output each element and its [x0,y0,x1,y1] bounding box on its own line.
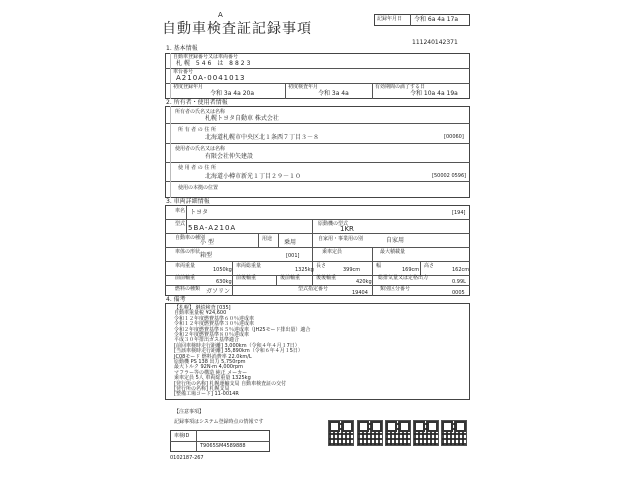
vin-value: A210A-0041013 [176,74,246,82]
type-number-label: 型式指定番号 [298,286,329,292]
user-name: 有限会社仲矢建設 [205,153,254,160]
user-address-label: 使 用 者 の 住 所 [178,165,216,171]
kind-value: 小 型 [200,239,214,246]
remark-line: マフラー等の構造 純正 メーカー [174,369,248,376]
vehicle-id-label: 車検ID [174,433,190,439]
remark-line: 令和１２年度燃費基準３０％達成車 [174,321,255,328]
reg-number: 札幌 546 は 8823 [176,60,253,67]
rear-rear-axle-label: 後後軸重 [316,275,337,281]
width-label: 幅 [376,263,382,269]
remark-line: 最大トルク 92N·m 4,000rpm [174,364,244,371]
category-number-label: 類別区分番号 [380,286,411,292]
gross-label: 車両総重量 [236,263,262,269]
use-value: 乗用 [284,239,297,246]
qr-code-4 [413,420,439,446]
remark-line: [前回車検時走行距離] 3,000km（令和４年４月１7日） [174,342,300,349]
gross-value: 1325kg [295,267,314,273]
remark-line: 原動機 PS 138 出力 5,750rpm [174,359,246,365]
remark-line: 【札幌】 継続検査 [035] [174,305,231,311]
notice-text: 記録事項はシステム登録時点の情報です [174,419,264,425]
category-number-value: 0005 [452,290,465,296]
owner-name-label: 所有者の氏名又は名称 [175,109,226,115]
user-address: 北海道小樽市新光１丁目２９－１０ [205,173,302,180]
make-value: トヨタ [190,209,209,216]
length-label: 長さ [316,263,327,269]
type-number-value: 19404 [352,290,368,296]
displacement-label: 総排気量又は定格出力 [378,275,429,281]
body-value: 箱型 [200,252,213,259]
section-remarks-title: 4. 備考 [166,296,186,303]
reg-number-label: 自動車登録番号又は車両番号 [173,54,239,60]
owner-address: 北海道札幌市中央区北１条西７丁目３－８ [205,134,320,141]
document-title: 自動車検査証記録事項 [162,21,312,37]
remark-line: 令和２年度燃費基準８５％達成車（JH25モード排出量）適合 [174,326,311,333]
remark-line: [当該車検時走行距離] 35,890km（令和６年４月１5日） [174,348,303,355]
make-label: 車名 [175,208,186,214]
model-value: 5BA-A210A [188,224,237,232]
owner-address-code: [00060] [444,134,464,140]
height-value: 162cm [452,267,470,273]
make-code: [194] [452,210,466,216]
fuel-label: 燃料の種類 [175,286,201,292]
section-owner-title: 2. 所有者・使用者情報 [166,99,228,106]
front-rear-axle-label: 前後軸重 [236,275,257,281]
owner-name: 札幌トヨタ自動車 株式会社 [205,115,279,122]
fuel-value: ガソリン [206,288,231,295]
first-reg-label: 初度登録年月 [173,84,204,90]
base-location-label: 使用の本拠の位置 [178,185,219,191]
user-address-code: [50002 0596] [432,173,467,179]
form-mark: A [218,11,223,19]
remark-line: 令和１２年度燃費基準６０％達成車 [174,315,255,322]
rear-axle-value: 420kg [356,279,372,285]
expiry-label: 有効期間の満了する日 [375,84,426,90]
qr-code-5 [441,420,467,446]
weight-value: 1050kg [213,267,232,273]
remark-line: [発行所の名称] 札幌運輸支局 自動車検査証の交付 [174,380,287,387]
user-name-label: 使用者の氏名又は名称 [175,146,226,152]
section-basic-title: 1. 基本情報 [166,45,198,52]
width-value: 169cm [402,267,420,273]
qr-code-3 [385,420,411,446]
notice-label: 【注意事項】 [174,409,205,415]
remark-line: 平成３０年排出ガス基準適合 [174,337,240,344]
qr-code-2 [357,420,383,446]
first-inspection-value: 令和 3a 4a [318,90,349,97]
vehicle-id-value: T9065SM4589888 [200,443,246,449]
document-number: 111240142371 [412,39,458,46]
body-label: 車体の形状 [175,249,201,255]
engine-value: 1KR [340,225,354,233]
engine-label: 原動機の型式 [318,221,349,227]
remark-line: JC08モード 燃料消費率 22.0km/L [174,353,252,360]
model-label: 型式 [175,221,186,227]
length-value: 399cm [343,267,361,273]
remark-line: [整備工場コード] 11-0014R [174,391,239,398]
load-label: 最大積載量 [380,249,406,255]
remark-line: 令和２年度燃費基準８０％達成車 [174,332,250,338]
height-label: 高さ [424,263,435,269]
qr-code-1 [328,420,354,446]
private-label: 自家用・事業用の別 [318,236,364,242]
first-reg-value: 令和 3a 4a 20a [210,90,255,97]
front-axle-value: 630kg [216,279,232,285]
section-vehicle-title: 3. 車両詳細情報 [166,198,210,205]
weight-label: 車両重量 [175,263,196,269]
record-date: 令和 6a 4a 17a [414,16,459,23]
remark-line: 自動車重量税 ¥24,600 [174,310,227,317]
record-date-label: 記録年月日 [377,16,403,22]
use-label: 用途 [262,236,273,242]
front-axle-label: 前前軸重 [175,275,196,281]
private-value: 自家用 [386,237,405,244]
displacement-value: 0.99L [452,279,466,285]
remark-line: [発行所の名称] 札幌支局 [174,386,230,392]
serial-number: 0102187-267 [170,455,204,461]
owner-address-label: 所 有 者 の 住 所 [178,127,216,133]
vin-label: 車台番号 [173,69,194,75]
rear-front-axle-label: 後前軸重 [280,275,301,281]
kind-label: 自動車の種別 [175,235,206,241]
remark-line: 乗車定員 5人 車両総重量 1325kg [174,375,251,382]
body-code: [001] [286,253,300,259]
seat-label: 乗車定員 [322,249,343,255]
first-inspection-label: 初度検査年月 [288,84,319,90]
expiry-value: 令和 10a 4a 19a [410,90,458,97]
